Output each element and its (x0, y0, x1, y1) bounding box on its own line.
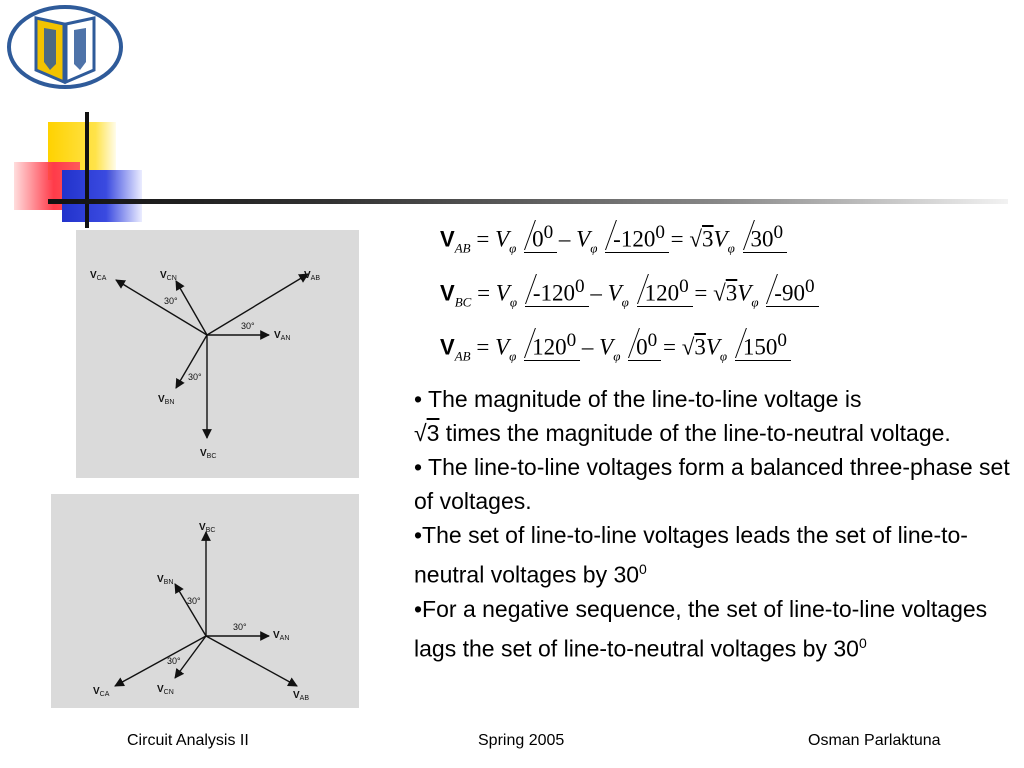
phasor-diagram-positive (76, 230, 359, 478)
label-van: $V_{AN}$ (273, 630, 290, 642)
decor-horizontal-rule (48, 199, 1008, 204)
label-vab: $V_{AB}$ (304, 270, 321, 282)
bullet-negative-sequence: •For a negative sequence, the set of line-to-line voltages lags the set of line-to-neutral voltages by $30^0$ (414, 595, 988, 662)
arrow-vcn (176, 281, 207, 335)
equation-vab: $V_{AB} = V_\varphi$ $0^0 - V_\varphi$ $-120^0 = √3V_\varphi$ $30^0$ (440, 222, 784, 256)
label-vca: $V_{CA}$ (93, 686, 110, 698)
phasor-diagram-negative (51, 494, 359, 708)
label-vab: $V_{AB}$ (293, 690, 310, 702)
angle-label: 30° (167, 656, 181, 666)
bullet-list (414, 382, 1020, 665)
angle-label: 30° (241, 321, 255, 331)
angle-label: 30° (187, 596, 201, 606)
arrow-vca (116, 280, 207, 335)
arrow-vab (207, 274, 308, 335)
angle-label: 30° (188, 372, 202, 382)
label-vbc: $V_{BC}$ (200, 448, 217, 460)
label-vcn: $V_{CN}$ (157, 684, 174, 696)
bullet-magnitude: • The magnitude of the line-to-line voltage is √3 times the magnitude of the line-to-neutral voltage. (414, 386, 951, 446)
arrow-vab (206, 636, 297, 686)
decor-vertical-bar (85, 112, 89, 228)
equation-vbc: $V_{BC} = V_\varphi$ $-120^0 - V_\varphi$ $120^0 = √3V_\varphi$ $-90^0$ (440, 276, 815, 310)
angle-label: 30° (164, 296, 178, 306)
equation-vab-2: $V_{AB} = V_\varphi$ $120^0 - V_\varphi$ $0^0 = √3V_\varphi$ $150^0$ (440, 330, 787, 364)
footer-course: Circuit Analysis II (127, 732, 249, 749)
bullet-leads: •The set of line-to-line voltages leads the set of line-to-neutral voltages by $30^0$ (414, 522, 968, 588)
angle-label: 30° (233, 622, 247, 632)
arrow-vbn (175, 584, 206, 636)
arrow-vca (115, 636, 206, 686)
label-vbn: $V_{BN}$ (157, 574, 174, 586)
decor-blue-square (62, 170, 142, 222)
label-vcn: $V_{CN}$ (160, 270, 177, 282)
label-van: $V_{AN}$ (274, 330, 291, 342)
bullet-balanced: • The line-to-line voltages form a balanced three-phase set of voltages. (414, 454, 1010, 514)
university-logo (6, 4, 124, 90)
label-vca: $V_{CA}$ (90, 270, 107, 282)
label-vbn: $V_{BN}$ (158, 394, 175, 406)
footer-date: Spring 2005 (478, 732, 565, 749)
label-vbc: $V_{BC}$ (199, 522, 216, 534)
footer-author: Osman Parlaktuna (808, 732, 941, 749)
